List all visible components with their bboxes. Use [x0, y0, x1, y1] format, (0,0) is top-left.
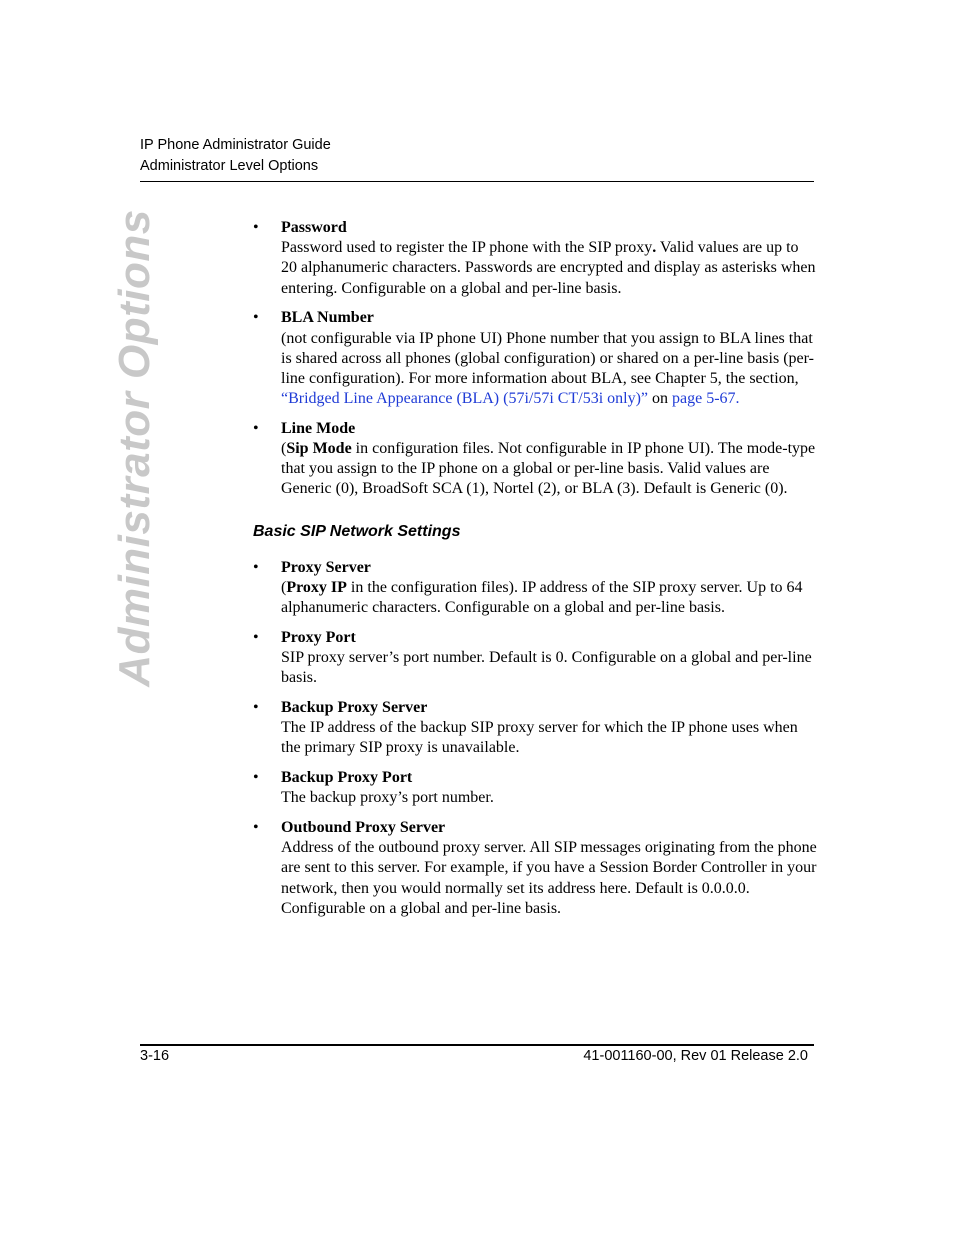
bullet: • — [253, 558, 259, 576]
header-guide-title: IP Phone Administrator Guide — [140, 137, 331, 153]
list-item-line-mode — [253, 419, 818, 500]
desc-bla-a: (not configurable via IP phone UI) Phone number that you assign to BLA lines that is shared across all phones (global configuration) or shared on a per-line basis (per-line configuration). For more information about BLA, see Chapter 5, the section, — [281, 329, 814, 387]
header-divider — [140, 181, 814, 182]
desc-proxy-server-a: ( — [281, 579, 287, 597]
bullet: • — [253, 699, 259, 717]
term-backup-proxy-server: Backup Proxy Server — [281, 699, 428, 717]
term-outbound-proxy-server: Outbound Proxy Server — [281, 819, 446, 837]
list-item-backup-proxy-port — [253, 768, 818, 808]
term-proxy-port: Proxy Port — [281, 628, 356, 646]
list-item-outbound-proxy-server — [253, 818, 818, 919]
desc-password-b: . — [652, 239, 657, 257]
desc-line-mode-b: in configuration files. Not configurable in IP phone UI). The mode-type that you assign to the IP phone on a global or per-line basis. Valid values are Generic (0), BroadSoft SCA (1), Nortel (2), or BLA (3). Default is Generic (0). — [281, 440, 816, 498]
header-chapter-title: Administrator Level Options — [140, 158, 319, 174]
page-body — [253, 218, 818, 929]
list-item-bla-number — [253, 308, 818, 409]
desc-line-mode-a: ( — [281, 440, 287, 458]
term-bla-number: BLA Number — [281, 309, 374, 327]
desc-proxy-port: SIP proxy server’s port number. Default is 0. Configurable on a global and per-line basis. — [281, 649, 812, 687]
term-backup-proxy-port: Backup Proxy Port — [281, 769, 413, 787]
bullet: • — [253, 219, 259, 236]
desc-password-c: Valid values are up to 20 alphanumeric characters. Passwords are encrypted and display as asterisks when entering. Configurable on a global and per-line basis. — [281, 239, 816, 297]
desc-line-mode-bold: Sip Mode — [286, 440, 352, 458]
list-item-backup-proxy-server — [253, 698, 818, 759]
term-line-mode: Line Mode — [281, 419, 356, 437]
desc-bla-b: on — [648, 390, 673, 408]
side-tab-label: Administrator Options — [110, 209, 159, 687]
desc-backup-proxy-port: The backup proxy’s port number. — [281, 789, 494, 807]
term-proxy-server: Proxy Server — [281, 558, 371, 576]
bullet: • — [253, 419, 259, 437]
desc-proxy-server-bold: Proxy IP — [286, 579, 347, 597]
bullet: • — [253, 309, 259, 327]
list-item-password — [253, 218, 818, 299]
desc-password-a: Password used to register the IP phone with the SIP proxy — [281, 239, 653, 257]
term-password: Password — [281, 219, 347, 236]
desc-outbound-proxy-server: Address of the outbound proxy server. All SIP messages originating from the phone are sent to this server. For example, if you have a Session Border Controller in your network, then you would normally set its address here. Default is 0.0.0.0. Configurable on a global and per-line basis. — [281, 839, 817, 917]
link-bridged-line-appearance[interactable]: “Bridged Line Appearance (BLA) (57i/57i CT/53i only)” — [281, 390, 649, 408]
bullet: • — [253, 819, 259, 837]
page-number: 3-16 — [140, 1048, 170, 1064]
bullet: • — [253, 628, 259, 646]
list-item-proxy-port — [253, 628, 818, 689]
bullet: • — [253, 769, 259, 787]
desc-backup-proxy-server: The IP address of the backup SIP proxy server for which the IP phone uses when the primary SIP proxy is unavailable. — [281, 719, 798, 757]
list-item-proxy-server — [253, 558, 818, 619]
section-heading: Basic SIP Network Settings — [253, 522, 461, 540]
link-page-5-67[interactable]: page 5-67 — [672, 390, 736, 408]
document-id: 41-001160-00, Rev 01 Release 2.0 — [583, 1048, 808, 1064]
desc-proxy-server-b: in the configuration files). IP address of the SIP proxy server. Up to 64 alphanumeric characters. Configurable on a global and per-line basis. — [281, 579, 803, 617]
desc-bla-c: . — [735, 390, 740, 408]
running-header — [140, 135, 331, 177]
